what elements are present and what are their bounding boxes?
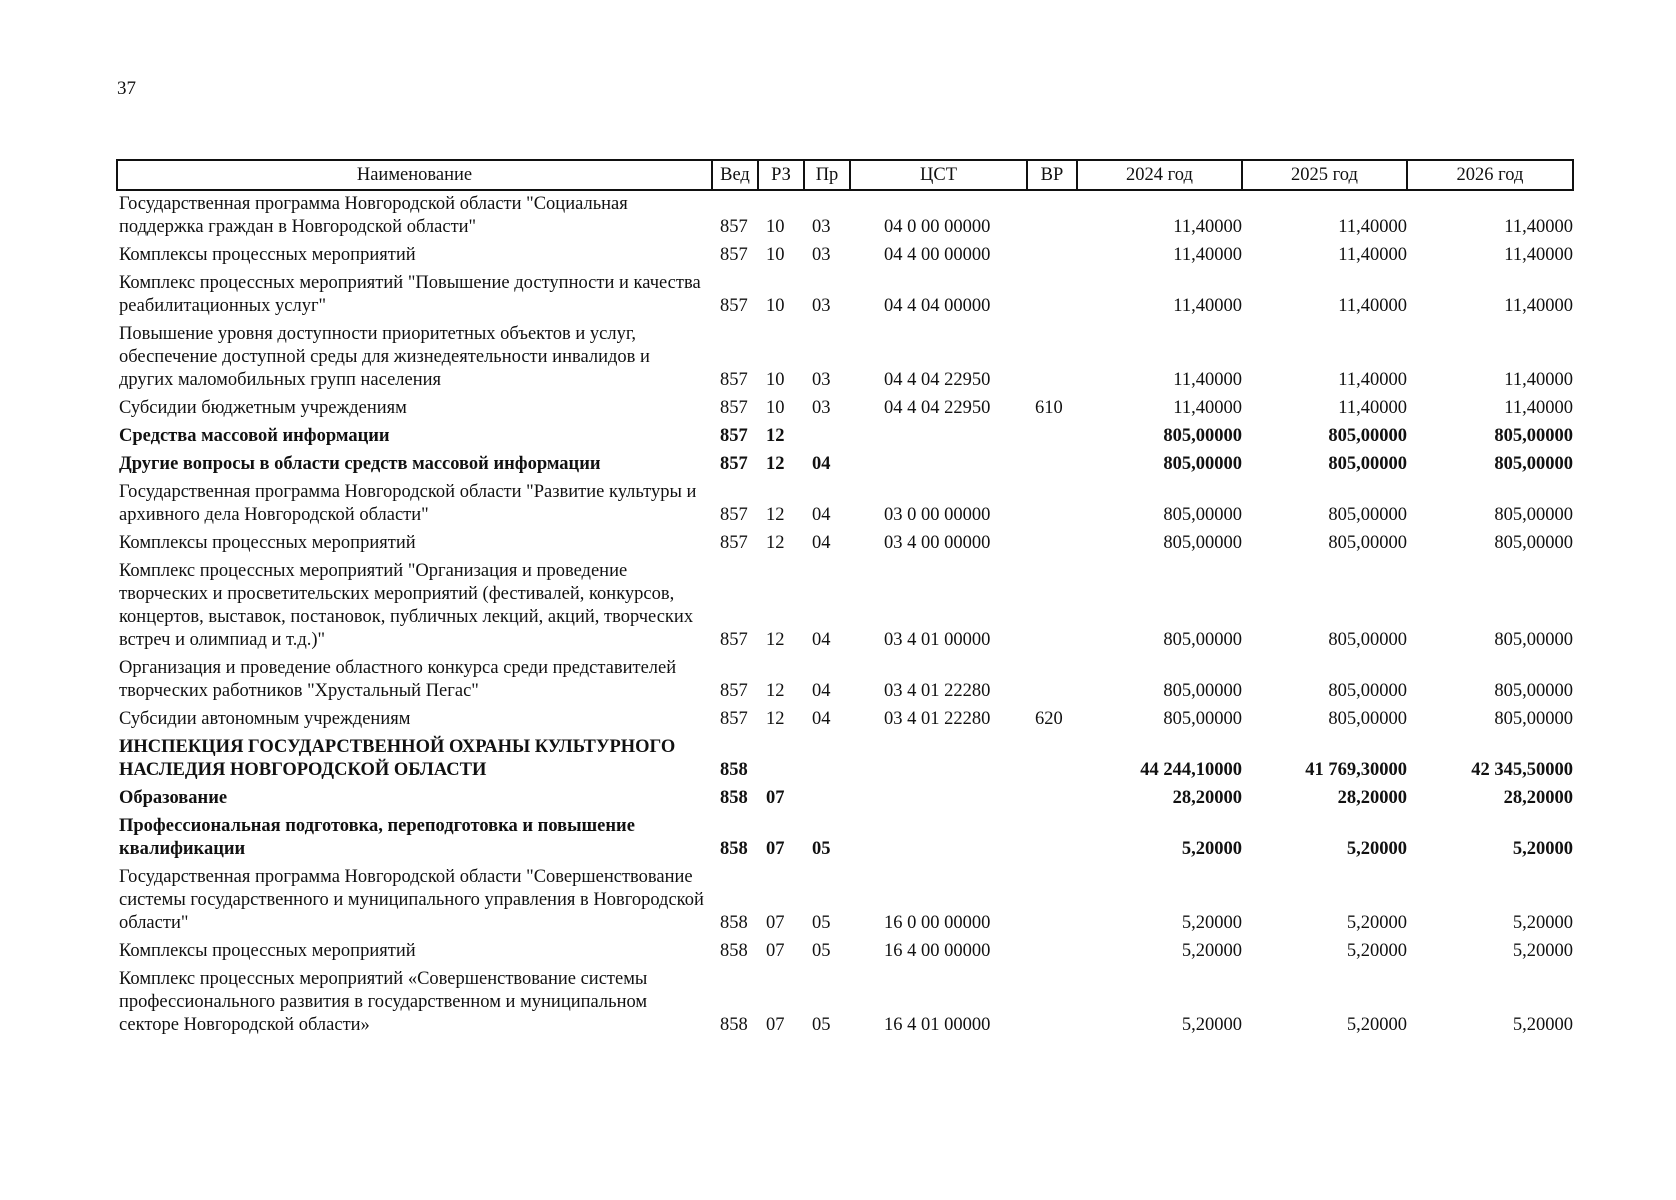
cell-pr: 04 bbox=[812, 454, 831, 474]
cell-2025: 805,00000 bbox=[1328, 709, 1407, 729]
cell-2025: 805,00000 bbox=[1328, 505, 1407, 525]
cell-cst: 03 4 01 00000 bbox=[884, 630, 991, 650]
cell-name: Субсидии бюджетным учреждениям bbox=[119, 398, 407, 418]
cell-name: Повышение уровня доступности приоритетных объектов и услуг, обеспечение доступной среды для жизнедеятельности инвалидов и других маломобильных групп населения bbox=[119, 324, 650, 390]
cell-cst: 04 0 00 00000 bbox=[884, 217, 991, 237]
cell-vr bbox=[1027, 530, 1077, 558]
cell-name: Субсидии автономным учреждениям bbox=[119, 709, 411, 729]
cell-vr: 620 bbox=[1035, 709, 1063, 729]
cell-2024: 28,20000 bbox=[1172, 788, 1242, 808]
cell-2026: 42 345,50000 bbox=[1471, 760, 1573, 780]
table-row bbox=[117, 479, 1573, 530]
cell-ved: 857 bbox=[720, 398, 748, 418]
cell-name: ИНСПЕКЦИЯ ГОСУДАРСТВЕННОЙ ОХРАНЫ КУЛЬТУРНОГО НАСЛЕДИЯ НОВГОРОДСКОЙ ОБЛАСТИ bbox=[119, 737, 676, 780]
cell-vr bbox=[1027, 785, 1077, 813]
cell-ved: 858 bbox=[720, 788, 748, 808]
header-2026: 2026 год bbox=[1407, 160, 1573, 190]
cell-2024: 805,00000 bbox=[1163, 454, 1242, 474]
cell-ved: 857 bbox=[720, 426, 748, 446]
cell-vr bbox=[1027, 190, 1077, 242]
cell-cst bbox=[850, 451, 1027, 479]
cell-2025: 805,00000 bbox=[1328, 533, 1407, 553]
cell-rz: 12 bbox=[766, 630, 785, 650]
header-name: Наименование bbox=[117, 160, 712, 190]
cell-cst bbox=[850, 785, 1027, 813]
cell-cst bbox=[850, 813, 1027, 864]
cell-rz: 10 bbox=[766, 398, 785, 418]
cell-2026: 805,00000 bbox=[1494, 454, 1573, 474]
table-row bbox=[117, 190, 1573, 242]
cell-2024: 5,20000 bbox=[1181, 1015, 1242, 1035]
cell-name: Образование bbox=[119, 788, 228, 808]
cell-rz: 12 bbox=[766, 426, 785, 446]
cell-vr bbox=[1027, 321, 1077, 395]
cell-pr: 05 bbox=[812, 1015, 831, 1035]
cell-name: Другие вопросы в области средств массовой информации bbox=[119, 454, 601, 474]
cell-ved: 857 bbox=[720, 533, 748, 553]
cell-name: Государственная программа Новгородской области "Социальная поддержка граждан в Новгородской области" bbox=[119, 194, 628, 237]
cell-ved: 857 bbox=[720, 296, 748, 316]
cell-vr bbox=[1027, 242, 1077, 270]
header-ved: Вед bbox=[712, 160, 758, 190]
table-row bbox=[117, 734, 1573, 785]
cell-2026: 11,40000 bbox=[1504, 398, 1573, 418]
cell-2024: 805,00000 bbox=[1163, 630, 1242, 650]
cell-2026: 805,00000 bbox=[1494, 709, 1573, 729]
cell-ved: 857 bbox=[720, 245, 748, 265]
table-row bbox=[117, 423, 1573, 451]
cell-name: Организация и проведение областного конкурса среди представителей творческих работников "Хрустальный Пегас" bbox=[119, 658, 677, 701]
cell-ved: 858 bbox=[720, 941, 748, 961]
cell-2025: 805,00000 bbox=[1328, 454, 1407, 474]
cell-2024: 805,00000 bbox=[1163, 505, 1242, 525]
cell-2024: 5,20000 bbox=[1181, 913, 1242, 933]
cell-vr bbox=[1027, 864, 1077, 938]
cell-ved: 857 bbox=[720, 505, 748, 525]
cell-pr: 04 bbox=[812, 681, 831, 701]
cell-2025: 805,00000 bbox=[1328, 630, 1407, 650]
cell-vr bbox=[1027, 813, 1077, 864]
budget-table bbox=[116, 159, 1574, 1040]
cell-2024: 805,00000 bbox=[1163, 681, 1242, 701]
cell-vr bbox=[1027, 270, 1077, 321]
cell-2026: 5,20000 bbox=[1512, 1015, 1573, 1035]
cell-ved: 857 bbox=[720, 217, 748, 237]
cell-cst: 03 4 01 22280 bbox=[884, 681, 991, 701]
cell-ved: 858 bbox=[720, 913, 748, 933]
cell-cst bbox=[850, 734, 1027, 785]
cell-name: Комплексы процессных мероприятий bbox=[119, 533, 416, 553]
cell-pr bbox=[804, 423, 850, 451]
cell-2026: 11,40000 bbox=[1504, 245, 1573, 265]
cell-2024: 805,00000 bbox=[1163, 426, 1242, 446]
header-rz: РЗ bbox=[758, 160, 804, 190]
cell-pr: 03 bbox=[812, 370, 831, 390]
cell-pr: 03 bbox=[812, 398, 831, 418]
cell-2025: 11,40000 bbox=[1338, 245, 1407, 265]
cell-pr: 04 bbox=[812, 505, 831, 525]
cell-2026: 5,20000 bbox=[1512, 941, 1573, 961]
table-row bbox=[117, 395, 1573, 423]
table-row bbox=[117, 321, 1573, 395]
cell-cst: 03 0 00 00000 bbox=[884, 505, 991, 525]
cell-2024: 5,20000 bbox=[1181, 839, 1242, 859]
cell-ved: 857 bbox=[720, 681, 748, 701]
cell-2026: 805,00000 bbox=[1494, 630, 1573, 650]
cell-2024: 11,40000 bbox=[1173, 245, 1242, 265]
cell-2025: 805,00000 bbox=[1328, 681, 1407, 701]
cell-2026: 805,00000 bbox=[1494, 533, 1573, 553]
cell-2026: 11,40000 bbox=[1504, 296, 1573, 316]
cell-rz: 12 bbox=[766, 505, 785, 525]
cell-2026: 11,40000 bbox=[1504, 217, 1573, 237]
cell-pr: 05 bbox=[812, 913, 831, 933]
cell-2025: 11,40000 bbox=[1338, 296, 1407, 316]
header-pr: Пр bbox=[804, 160, 850, 190]
cell-rz bbox=[758, 734, 804, 785]
cell-cst: 04 4 00 00000 bbox=[884, 245, 991, 265]
cell-rz: 10 bbox=[766, 217, 785, 237]
cell-rz: 12 bbox=[766, 709, 785, 729]
cell-name: Комплексы процессных мероприятий bbox=[119, 941, 416, 961]
cell-2024: 805,00000 bbox=[1163, 533, 1242, 553]
cell-ved: 858 bbox=[720, 760, 748, 780]
cell-2026: 805,00000 bbox=[1494, 426, 1573, 446]
cell-pr bbox=[804, 734, 850, 785]
cell-ved: 857 bbox=[720, 370, 748, 390]
cell-2025: 5,20000 bbox=[1346, 1015, 1407, 1035]
cell-2026: 28,20000 bbox=[1503, 788, 1573, 808]
cell-cst: 16 0 00 00000 bbox=[884, 913, 991, 933]
cell-rz: 07 bbox=[766, 913, 785, 933]
cell-2025: 11,40000 bbox=[1338, 370, 1407, 390]
cell-2024: 11,40000 bbox=[1173, 370, 1242, 390]
cell-pr: 05 bbox=[812, 839, 831, 859]
cell-cst bbox=[850, 423, 1027, 451]
cell-2025: 5,20000 bbox=[1346, 913, 1407, 933]
cell-ved: 858 bbox=[720, 839, 748, 859]
cell-pr: 04 bbox=[812, 709, 831, 729]
cell-rz: 07 bbox=[766, 788, 785, 808]
cell-cst: 04 4 04 22950 bbox=[884, 370, 991, 390]
cell-vr bbox=[1027, 451, 1077, 479]
table-row bbox=[117, 864, 1573, 938]
cell-2025: 5,20000 bbox=[1346, 941, 1407, 961]
cell-2025: 5,20000 bbox=[1346, 839, 1407, 859]
cell-name: Средства массовой информации bbox=[119, 426, 390, 446]
cell-pr: 04 bbox=[812, 533, 831, 553]
cell-cst: 04 4 04 00000 bbox=[884, 296, 991, 316]
cell-2024: 11,40000 bbox=[1173, 398, 1242, 418]
cell-2024: 44 244,10000 bbox=[1140, 760, 1242, 780]
cell-pr: 03 bbox=[812, 245, 831, 265]
cell-cst: 03 4 01 22280 bbox=[884, 709, 991, 729]
cell-2026: 11,40000 bbox=[1504, 370, 1573, 390]
page-number: 37 bbox=[117, 78, 136, 99]
cell-2025: 28,20000 bbox=[1337, 788, 1407, 808]
table-row bbox=[117, 242, 1573, 270]
cell-2024: 805,00000 bbox=[1163, 709, 1242, 729]
cell-pr: 03 bbox=[812, 296, 831, 316]
table-row bbox=[117, 966, 1573, 1040]
cell-2025: 11,40000 bbox=[1338, 217, 1407, 237]
cell-rz: 07 bbox=[766, 1015, 785, 1035]
table-row bbox=[117, 270, 1573, 321]
cell-vr bbox=[1027, 734, 1077, 785]
cell-rz: 07 bbox=[766, 839, 785, 859]
table-row bbox=[117, 530, 1573, 558]
cell-vr: 610 bbox=[1035, 398, 1063, 418]
cell-rz: 07 bbox=[766, 941, 785, 961]
cell-name: Профессиональная подготовка, переподготовка и повышение квалификации bbox=[119, 816, 635, 859]
table-row bbox=[117, 706, 1573, 734]
cell-2026: 805,00000 bbox=[1494, 681, 1573, 701]
cell-2026: 805,00000 bbox=[1494, 505, 1573, 525]
cell-ved: 858 bbox=[720, 1015, 748, 1035]
table-row bbox=[117, 785, 1573, 813]
cell-pr: 05 bbox=[812, 941, 831, 961]
cell-2024: 11,40000 bbox=[1173, 217, 1242, 237]
table-body bbox=[117, 190, 1573, 1040]
cell-rz: 10 bbox=[766, 370, 785, 390]
cell-vr bbox=[1027, 938, 1077, 966]
table-header bbox=[117, 160, 1573, 190]
cell-ved: 857 bbox=[720, 709, 748, 729]
cell-2026: 5,20000 bbox=[1512, 839, 1573, 859]
cell-name: Комплексы процессных мероприятий bbox=[119, 245, 416, 265]
header-cst: ЦСТ bbox=[850, 160, 1027, 190]
header-vr: ВР bbox=[1027, 160, 1077, 190]
cell-cst: 16 4 01 00000 bbox=[884, 1015, 991, 1035]
cell-cst: 03 4 00 00000 bbox=[884, 533, 991, 553]
header-2024: 2024 год bbox=[1077, 160, 1242, 190]
cell-rz: 12 bbox=[766, 454, 785, 474]
cell-pr: 03 bbox=[812, 217, 831, 237]
cell-vr bbox=[1027, 423, 1077, 451]
cell-vr bbox=[1027, 479, 1077, 530]
cell-2024: 11,40000 bbox=[1173, 296, 1242, 316]
cell-vr bbox=[1027, 966, 1077, 1040]
table-row bbox=[117, 558, 1573, 655]
table-row bbox=[117, 938, 1573, 966]
cell-cst: 16 4 00 00000 bbox=[884, 941, 991, 961]
cell-pr: 04 bbox=[812, 630, 831, 650]
cell-2025: 11,40000 bbox=[1338, 398, 1407, 418]
cell-2025: 805,00000 bbox=[1328, 426, 1407, 446]
header-2025: 2025 год bbox=[1242, 160, 1407, 190]
cell-cst: 04 4 04 22950 bbox=[884, 398, 991, 418]
cell-name: Комплекс процессных мероприятий "Организация и проведение творческих и просветительских мероприятий (фестивалей, конкурсов, концертов, выставок, постановок, публичных лекций, акций, творческих встреч и олимпиад и т.д.)" bbox=[119, 561, 694, 650]
cell-ved: 857 bbox=[720, 630, 748, 650]
cell-rz: 12 bbox=[766, 533, 785, 553]
cell-rz: 10 bbox=[766, 245, 785, 265]
table-row bbox=[117, 655, 1573, 706]
cell-rz: 12 bbox=[766, 681, 785, 701]
cell-vr bbox=[1027, 655, 1077, 706]
table-row bbox=[117, 813, 1573, 864]
cell-name: Государственная программа Новгородской области "Совершенствование системы государственного и муниципального управления в Новгородской области" bbox=[119, 867, 704, 933]
cell-name: Государственная программа Новгородской области "Развитие культуры и архивного дела Новгородской области" bbox=[119, 482, 697, 525]
cell-name: Комплекс процессных мероприятий «Совершенствование системы профессионального развития в государственном и муниципальном секторе Новгородской области» bbox=[119, 969, 648, 1035]
cell-rz: 10 bbox=[766, 296, 785, 316]
cell-vr bbox=[1027, 558, 1077, 655]
table-row bbox=[117, 451, 1573, 479]
cell-ved: 857 bbox=[720, 454, 748, 474]
cell-2026: 5,20000 bbox=[1512, 913, 1573, 933]
cell-pr bbox=[804, 785, 850, 813]
cell-2024: 5,20000 bbox=[1181, 941, 1242, 961]
cell-name: Комплекс процессных мероприятий "Повышение доступности и качества реабилитационных услуг" bbox=[119, 273, 701, 316]
cell-2025: 41 769,30000 bbox=[1305, 760, 1407, 780]
